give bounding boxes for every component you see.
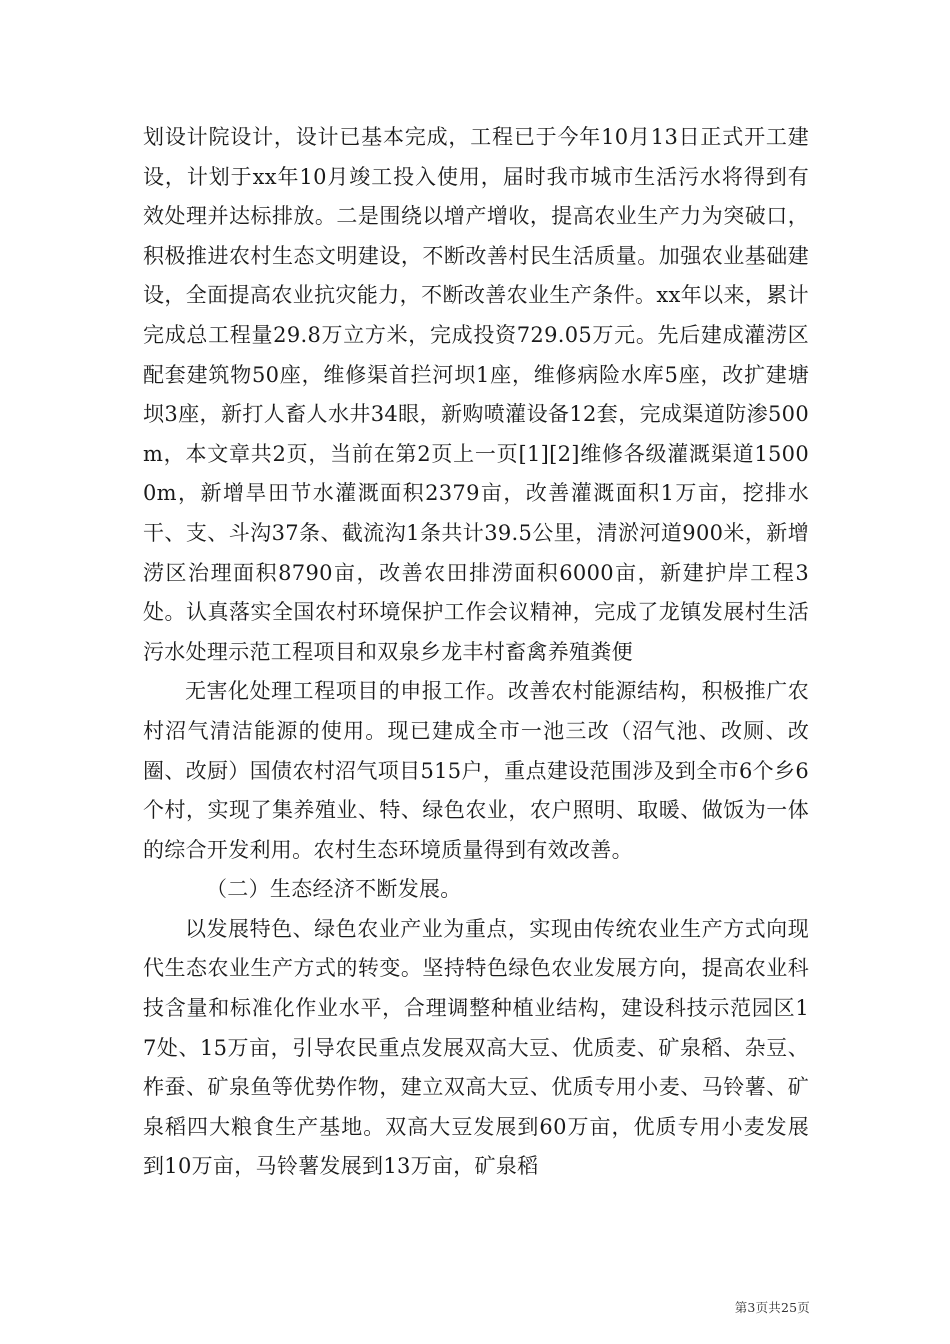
paragraph-ecological-economy: 以发展特色、绿色农业产业为重点，实现由传统农业生产方式向现代生态农业生产方式的转变。坚持特色绿色农业发展方向，提高农业科技含量和标准化作业水平，合理调整种植业结构，建设科技示范园区17处、15万亩，引导农民重点发展双高大豆、优质麦、矿泉稻、杂豆、柞蚕、矿泉鱼等优势作物，建立双高大豆、优质专用小麦、马铃薯、矿泉稻四大粮食生产基地。双高大豆发展到60万亩，优质专用小麦发展到10万亩，马铃薯发展到13万亩，矿泉稻 xyxy=(143,916,809,1179)
page-number: 第3页共25页 xyxy=(734,1300,810,1315)
paragraph-continuation: 划设计院设计，设计已基本完成，工程已于今年10月13日正式开工建设，计划于xx年10月竣工投入使用，届时我市城市生活污水将得到有效处理并达标排放。二是围绕以增产增收，提高农业生产力为突破口，积极推进农村生态文明建设，不断改善村民生活质量。加强农业基础建设，全面提高农业抗灾能力，不断改善农业生产条件。xx年以来，累计完成总工程量29.8万立方米，完成投资729.05万元。先后建成灌涝区配套建筑物50座，维修渠首拦河坝1座，维修病险水库5座，改扩建塘坝3座，新打人畜人水井34眼，新购喷灌设备12套，完成渠道防渗500m，本文章共2页，当前在第2页上一页[1][2]维修各级灌溉渠道15000m，新增旱田节水灌溉面积2379亩，改善灌溉面积1万亩，挖排水干、支、斗沟37条、截流沟1条共计39.5公里，清淤河道900米，新增涝区治理面积8790亩，改善农田排涝面积6000亩，新建护岸工程3处。认真落实全国农村环境保护工作会议精神，完成了龙镇发展村生活污水处理示范工程项目和双泉乡龙丰村畜禽养殖粪便 xyxy=(143,125,809,664)
section-heading: （二）生态经济不断发展。 xyxy=(206,877,462,902)
document-body xyxy=(143,118,809,1187)
paragraph-biogas: 无害化处理工程项目的申报工作。改善农村能源结构，积极推广农村沼气清洁能源的使用。现已建成全市一池三改（沼气池、改厕、改圈、改厨）国债农村沼气项目515户，重点建设范围涉及到全市6个乡6个村，实现了集养殖业、特、绿色农业，农户照明、取暖、做饭为一体的综合开发利用。农村生态环境质量得到有效改善。 xyxy=(143,679,809,862)
